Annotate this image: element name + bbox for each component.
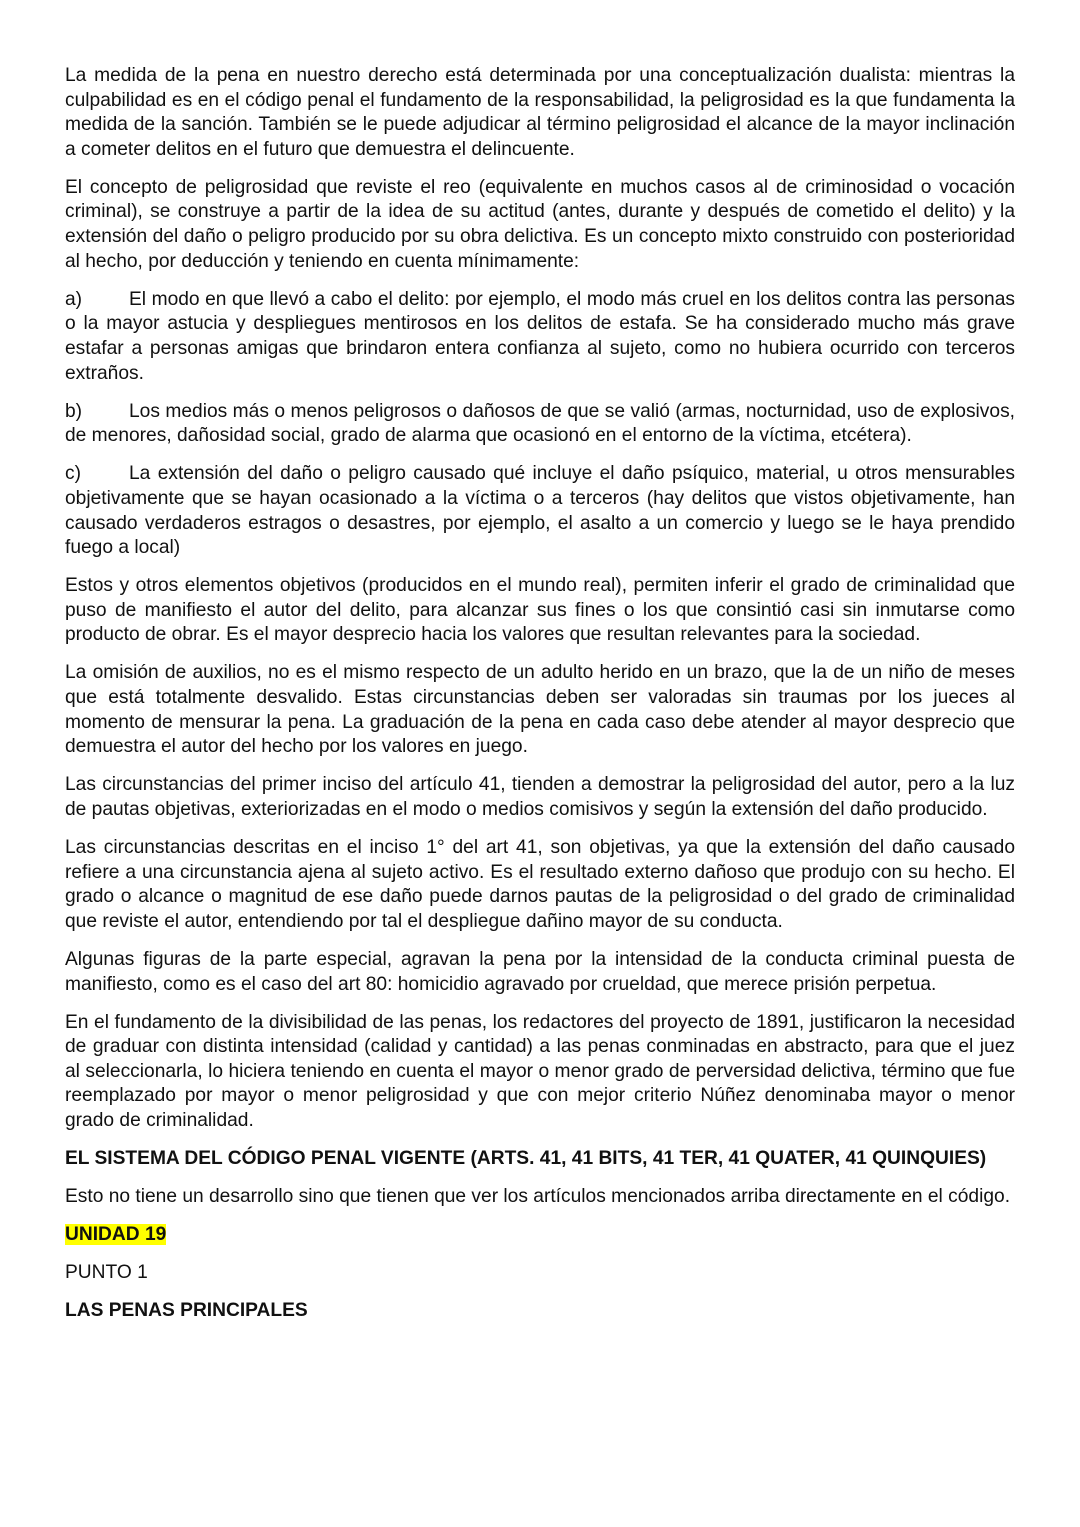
document-page [65, 64, 1015, 1338]
paragraph: Algunas figuras de la parte especial, agravan la pena por la intensidad de la conducta criminal puesta de manifiesto, como es el caso del art 80: homicidio agravado por crueldad, que merece prisión perpetua. [65, 948, 1015, 995]
section-heading: EL SISTEMA DEL CÓDIGO PENAL VIGENTE (ARTS. 41, 41 BITS, 41 TER, 41 QUATER, 41 QUINQUIES) [65, 1148, 987, 1170]
unit-label [65, 1223, 1015, 1248]
list-marker: c) [65, 463, 81, 485]
list-item-text: La extensión del daño o peligro causado qué incluye el daño psíquico, material, u otros mensurables objetivamente que se hayan ocasionado a la víctima o a terceros (hay delitos que vistos objetivamente, han causado verdaderos estragos o desastres, por ejemplo, el asalto a un comercio y luego se le haya prendido fuego a local) [65, 463, 1015, 559]
paragraph: El concepto de peligrosidad que reviste el reo (equivalente en muchos casos al de criminosidad o vocación criminal), se construye a partir de la idea de su actitud (antes, durante y después de cometido el delito) y la extensión del daño o peligro producido por su obra delictiva. Es un concepto mixto construido con posterioridad al hecho, por deducción y teniendo en cuenta mínimamente: [65, 176, 1015, 272]
paragraph: Las circunstancias del primer inciso del artículo 41, tienden a demostrar la peligrosidad del autor, pero a la luz de pautas objetivas, exteriorizadas en el modo o medios comisivos y según la extensión del daño producido. [65, 774, 1015, 820]
highlighted-unit-text: UNIDAD 19 [65, 1224, 167, 1246]
list-item-text: El modo en que llevó a cabo el delito: por ejemplo, el modo más cruel en los delitos contra las personas o la mayor astucia y despliegues mentirosos en los delitos de estafa. Se ha considerado mucho más grave estafar a personas amigas que brindaron entera confianza al sujeto, como no hubiera ocurrido con terceros extraños. [65, 288, 1015, 384]
paragraph: Estos y otros elementos objetivos (producidos en el mundo real), permiten inferir el grado de criminalidad que puso de manifiesto el autor del delito, para alcanzar sus fines o los que consintió casi sin inmutarse como producto de obrar. Es el mayor desprecio hacia los valores que resultan relevantes para la sociedad. [65, 575, 1015, 646]
final-heading: LAS PENAS PRINCIPALES [65, 1300, 308, 1322]
list-marker: a) [65, 288, 83, 310]
section-text: Esto no tiene un desarrollo sino que tienen que ver los artículos mencionados arriba directamente en el código. [65, 1186, 1011, 1208]
list-marker: b) [65, 400, 83, 422]
list-item-a [65, 288, 1015, 386]
list-item-text: Los medios más o menos peligrosos o dañosos de que se valió (armas, nocturnidad, uso de explosivos, de menores, dañosidad social, grado de alarma que ocasionó en el entorno de la víctima, etcétera). [65, 400, 1015, 447]
paragraph: Las circunstancias descritas en el inciso 1° del art 41, son objetivas, ya que la extensión del daño causado refiere a una circunstancia ajena al sujeto activo. Es el resultado externo dañoso que produjo con su hecho. El grado o alcance o magnitud de ese daño puede darnos pautas de la peligrosidad o del grado de criminalidad que reviste el autor, entendiendo por tal el despliegue dañino mayor de su conducta. [65, 837, 1015, 932]
paragraph: La omisión de auxilios, no es el mismo respecto de un adulto herido en un brazo, que la de un niño de meses que está totalmente desvalido. Estas circunstancias deben ser valoradas sin traumas por los jueces al momento de mensurar la pena. La graduación de la pena en cada caso debe atender al mayor desprecio que demuestra el autor del hecho por los valores en juego. [65, 662, 1015, 758]
list-item-c [65, 462, 1015, 560]
paragraph: La medida de la pena en nuestro derecho está determinada por una conceptualización dualista: mientras la culpabilidad es en el código penal el fundamento de la responsabilidad, la peligrosidad es la que fundamenta la medida de la sanción. También se le puede adjudicar al término peligrosidad el alcance de la mayor inclinación a cometer delitos en el futuro que demuestra el delincuente. [65, 65, 1015, 160]
point-label: PUNTO 1 [65, 1262, 148, 1284]
paragraph: En el fundamento de la divisibilidad de las penas, los redactores del proyecto de 1891, justificaron la necesidad de graduar con distinta intensidad (calidad y cantidad) a las penas conminadas en abstracto, para que el juez al seleccionarla, lo hiciera teniendo en cuenta el mayor o menor grado de perversidad delictiva, término que fue reemplazado por mayor o menor peligrosidad y que con mejor criterio Núñez denominaba mayor o menor grado de criminalidad. [65, 1011, 1015, 1131]
list-item-b [65, 400, 1015, 449]
